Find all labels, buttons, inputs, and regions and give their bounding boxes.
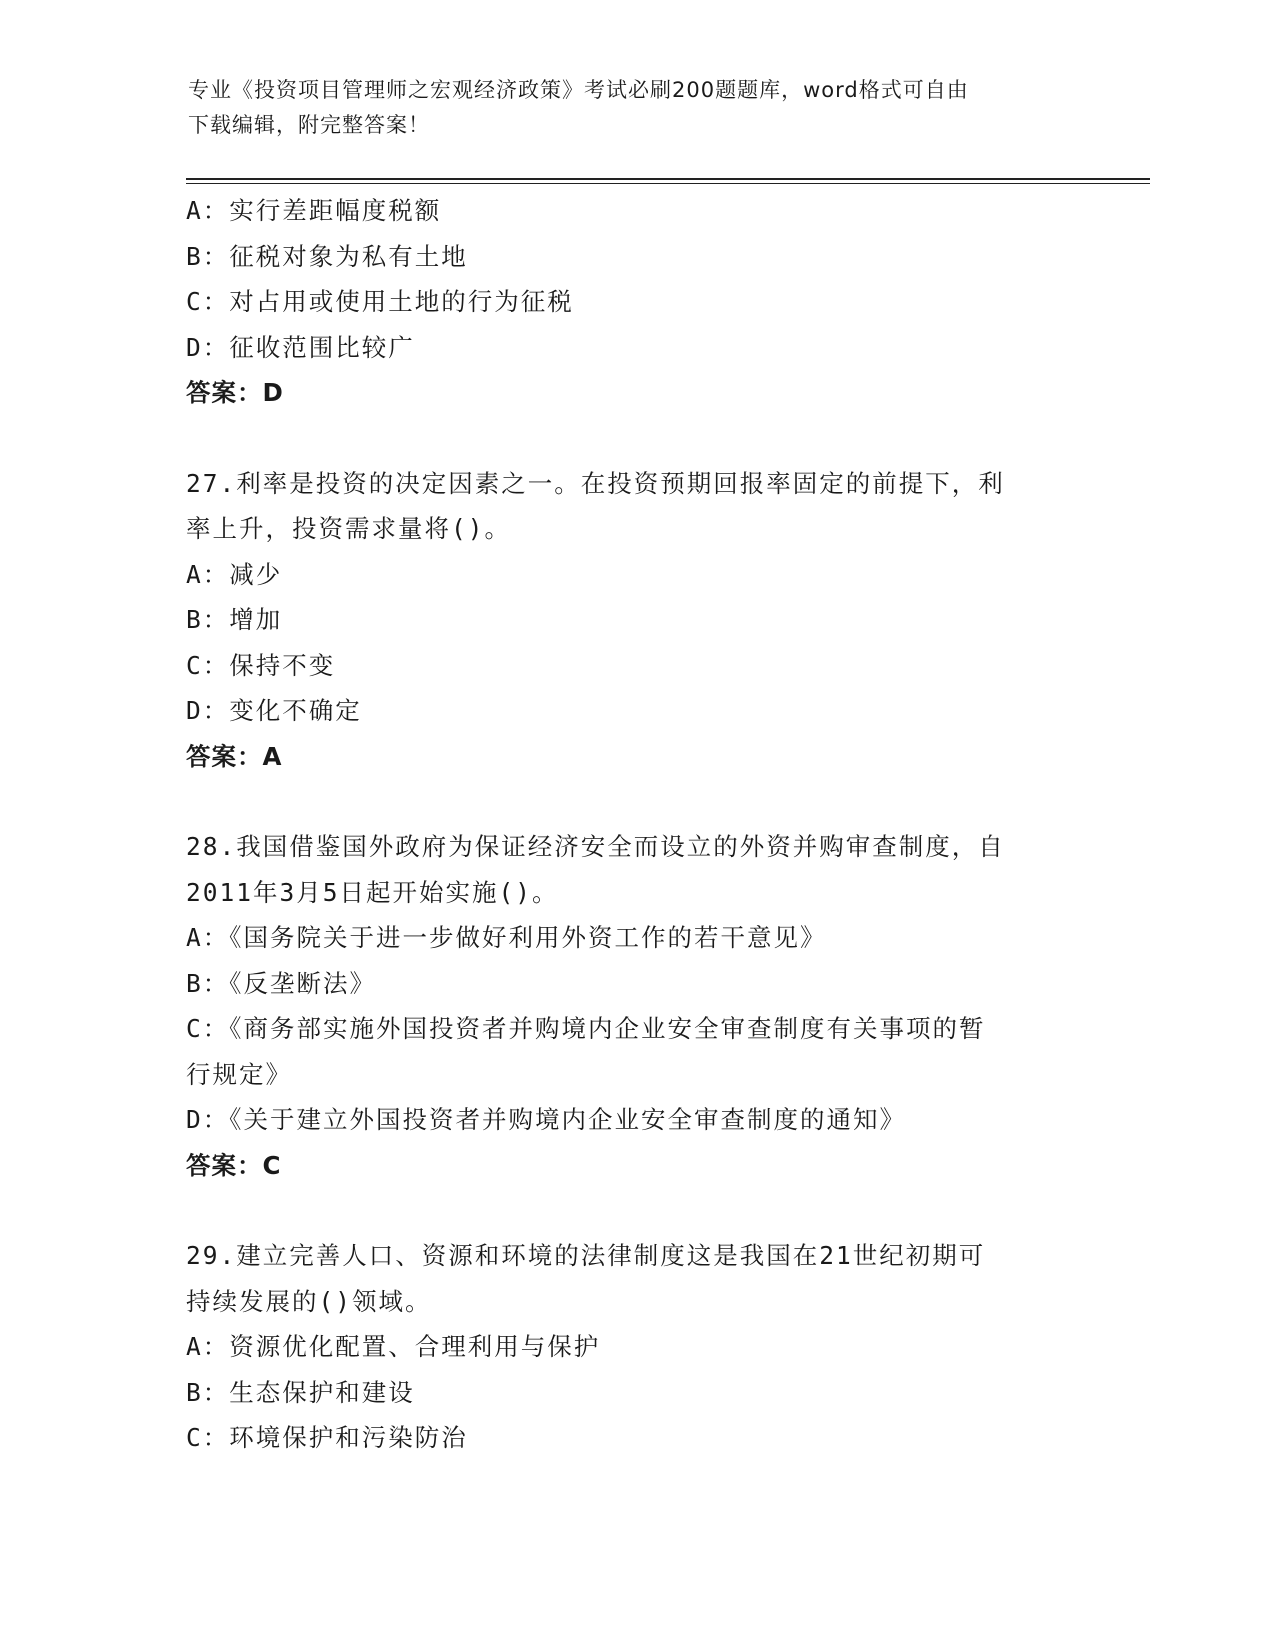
spacer — [186, 1188, 1086, 1233]
header-divider-thick — [186, 178, 1150, 180]
option-c-cont: 行规定》 — [186, 1059, 292, 1089]
question-29 — [186, 1233, 1086, 1461]
option-c: C：环境保护和污染防治 — [186, 1423, 468, 1452]
option-b: B：征税对象为私有土地 — [186, 241, 468, 271]
answer-line: 答案：D — [186, 378, 284, 407]
document-header — [188, 73, 1068, 143]
header-line-2: 下载编辑，附完整答案！ — [188, 113, 430, 137]
option-b: B：增加 — [186, 605, 283, 634]
option-b: B：生态保护和建设 — [186, 1377, 415, 1407]
answer-line: 答案：A — [186, 741, 283, 771]
option-a: A：实行差距幅度税额 — [186, 196, 442, 225]
option-d: D：征收范围比较广 — [186, 332, 415, 362]
question-28 — [186, 824, 1086, 1188]
option-c: C：对占用或使用土地的行为征税 — [186, 287, 574, 316]
question-stem: 29.建立完善人口、资源和环境的法律制度这是我国在21世纪初期可 — [186, 1241, 986, 1270]
question-stem: 27.利率是投资的决定因素之一。在投资预期回报率固定的前提下，利 — [186, 468, 1005, 498]
question-stem-cont: 2011年3月5日起开始实施()。 — [186, 877, 559, 907]
question-stem-cont: 持续发展的()领域。 — [186, 1286, 432, 1316]
option-a: A：资源优化配置、合理利用与保护 — [186, 1332, 601, 1361]
spacer — [186, 416, 1086, 461]
question-list — [186, 188, 1086, 1461]
question-27 — [186, 461, 1086, 780]
option-d: D：《关于建立外国投资者并购境内企业安全审查制度的通知》 — [186, 1105, 906, 1134]
header-line-1: 专业《投资项目管理师之宏观经济政策》考试必刷200题题库，word格式可自由 — [188, 78, 969, 102]
answer-line: 答案：C — [186, 1150, 282, 1180]
option-b: B：《反垄断法》 — [186, 968, 376, 998]
option-c: C：保持不变 — [186, 650, 336, 680]
question-stem-cont: 率上升，投资需求量将()。 — [186, 514, 511, 543]
header-divider-thin — [186, 183, 1150, 184]
question-stem: 28.我国借鉴国外政府为保证经济安全而设立的外资并购审查制度，自 — [186, 832, 1005, 861]
option-c: C：《商务部实施外国投资者并购境内企业安全审查制度有关事项的暂 — [186, 1014, 986, 1043]
question-26-options — [186, 188, 1086, 416]
option-a: A：《国务院关于进一步做好利用外资工作的若干意见》 — [186, 923, 827, 952]
option-d: D：变化不确定 — [186, 696, 362, 725]
option-a: A：减少 — [186, 559, 283, 589]
spacer — [186, 779, 1086, 824]
